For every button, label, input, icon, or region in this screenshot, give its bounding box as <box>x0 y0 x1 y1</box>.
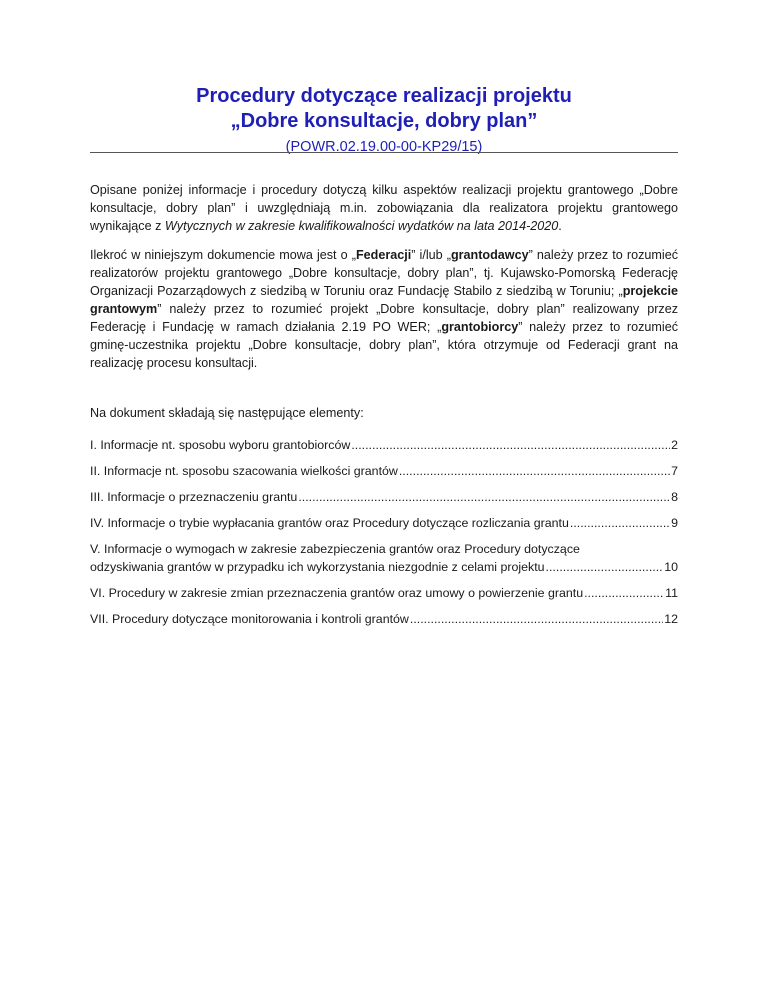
term-grantobiorcy: grantobiorcy <box>441 320 519 334</box>
p2-text-c: ” i/lub „ <box>411 248 451 262</box>
project-code: (POWR.02.19.00-00-KP29/15) <box>285 139 483 155</box>
toc-page-number: 8 <box>671 490 678 504</box>
term-projekcie-grantowym: projekcie grantowym <box>90 284 678 316</box>
p2-text-e: ” należy przez to rozumieć projekt „Dobre konsultacje, dobry plan” realizowany przez Federację i Fundację w ramach działania 2.19 PO WER; „ <box>90 302 678 334</box>
toc-entry-text-line-1: V. Informacje o wymogach w zakresie zabezpieczenia grantów oraz Procedury dotyczące <box>90 542 580 556</box>
intro-paragraph <box>90 181 678 235</box>
document-header <box>90 84 678 157</box>
table-of-contents <box>90 436 678 636</box>
toc-page-number: 2 <box>671 438 678 452</box>
definitions-paragraph <box>90 246 678 372</box>
toc-entry-text: I. Informacje nt. sposobu wyboru grantobiorców <box>90 438 351 452</box>
toc-page-number: 12 <box>664 612 678 626</box>
toc-leader-dots <box>570 514 670 532</box>
toc-leader-dots <box>546 558 664 576</box>
document-title-line-2: „Dobre konsultacje, dobry plan” <box>230 110 538 132</box>
toc-leader-dots <box>584 584 664 602</box>
toc-entry-text: III. Informacje o przeznaczeniu grantu <box>90 490 298 504</box>
toc-page-number: 9 <box>671 516 678 530</box>
toc-entry-text: VI. Procedury w zakresie zmian przeznaczenia grantów oraz umowy o powierzenie grantu <box>90 586 584 600</box>
toc-entry-text-line-2: odzyskiwania grantów w przypadku ich wykorzystania niezgodnie z celami projektu <box>90 560 545 574</box>
toc-entry-2[interactable] <box>90 462 678 480</box>
document-title-line-1: Procedury dotyczące realizacji projektu <box>196 85 572 107</box>
toc-entry-text: IV. Informacje o trybie wypłacania grantów oraz Procedury dotyczące rozliczania grantu <box>90 516 569 530</box>
toc-entry-text: VII. Procedury dotyczące monitorowania i kontroli grantów <box>90 612 409 626</box>
toc-entry-7[interactable] <box>90 610 678 628</box>
toc-page-number: 11 <box>665 586 678 600</box>
toc-entry-1[interactable] <box>90 436 678 454</box>
p1-end: . <box>558 219 562 233</box>
toc-entry-4[interactable] <box>90 514 678 532</box>
term-grantodawcy: grantodawcy <box>450 248 529 262</box>
p1-text: Opisane poniżej informacje i procedury dotyczą kilku aspektów realizacji projektu grantowego „Dobre konsultacje, dobry plan” i uwzględniają m.in. zobowiązania dla realizatora projektu grantowego wynikające z <box>90 183 678 233</box>
toc-entry-6[interactable] <box>90 584 678 602</box>
toc-page-number: 10 <box>664 560 678 574</box>
p1-italic-title: Wytycznych w zakresie kwalifikowalności wydatków na lata 2014-2020 <box>164 219 559 233</box>
term-federacji: Federacji <box>355 248 412 262</box>
toc-entry-3[interactable] <box>90 488 678 506</box>
toc-entry-5[interactable] <box>90 540 678 576</box>
toc-leader-dots <box>298 488 670 506</box>
p2-text-d: ” należy przez to rozumieć realizatorów projektu grantowego „Dobre konsultacje, dobry plan”, tj. Kujawsko-Pomorską Federację Organizacji Pozarządowych z siedzibą w Toruniu oraz Fundację Stabilo z siedzibą w Toruniu; „ <box>90 248 678 298</box>
toc-page-number: 7 <box>671 464 678 478</box>
toc-entry-text: II. Informacje nt. sposobu szacowania wielkości grantów <box>90 464 398 478</box>
header-divider <box>90 152 678 153</box>
toc-leader-dots <box>399 462 670 480</box>
toc-leader-dots <box>410 610 663 628</box>
p2-text-a: Ilekroć w niniejszym dokumencie mowa jest o „ <box>90 248 356 262</box>
toc-leader-dots <box>351 436 670 454</box>
p2-text-f: ” należy przez to rozumieć gminę-uczestnika projektu „Dobre konsultacje, dobry plan”, która otrzymuje od Federacji grant na realizację procesu konsultacji. <box>90 320 678 370</box>
toc-intro: Na dokument składają się następujące elementy: <box>90 406 364 420</box>
